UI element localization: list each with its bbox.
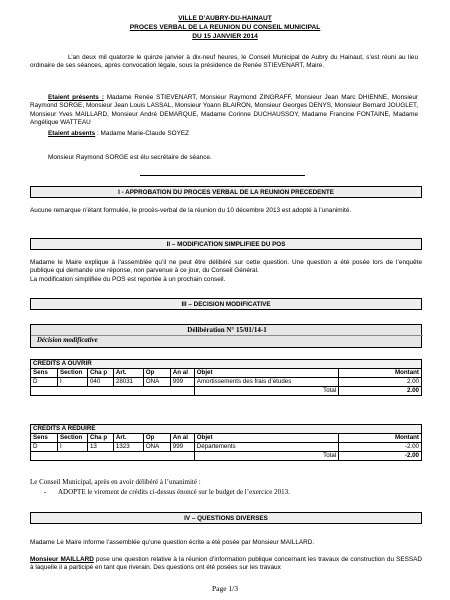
absent-label: Etaient absents <box>48 130 96 137</box>
document-date: DU 15 JANVIER 2014 <box>192 33 258 40</box>
cell-section: I <box>57 378 87 387</box>
section-4-header: IV – QUESTIONS DIVERSES <box>30 512 422 524</box>
total-spacer <box>31 387 195 396</box>
absent-paragraph <box>48 130 418 138</box>
col-sens: Sens <box>31 434 58 443</box>
secretary-line: Monsieur Raymond SORGE est élu secrétaire de séance. <box>48 154 212 161</box>
section-1-header: I - APPROBATION DU PROCES VERBAL DE LA REUNION PRECEDENTE <box>30 186 422 198</box>
total-row <box>31 452 422 461</box>
cell-chap: 040 <box>87 378 113 387</box>
col-op: Op <box>143 434 170 443</box>
questioner-name: Monsieur MAILLARD <box>30 556 94 563</box>
total-value: -2.00 <box>339 452 422 461</box>
deliberation-number: Délibération N° 15/01/14-1 <box>187 326 267 334</box>
col-chap: Cha p <box>87 434 113 443</box>
cell-art: 1323 <box>113 443 143 452</box>
col-objet: Objet <box>194 434 339 443</box>
col-anal: An al <box>170 434 194 443</box>
cell-objet: Amortissements des frais d’études <box>194 378 339 387</box>
decision-text: ADOPTE le virement de crédits ci-dessus énoncé sur le budget de l’exercice 2013. <box>58 488 290 496</box>
section-2-text: Madame le Maire explique à l’assemblée qu’il ne peut être délibéré sur cette question. Une question a été posée lors de l’enquête publique qui demande une réponse, non parvenue à ce jour, du Conseil Général. <box>30 259 422 275</box>
city-name: VILLE D’AUBRY-DU-HAINAUT <box>178 15 272 22</box>
cell-op: ONA <box>143 378 170 387</box>
total-spacer <box>31 452 195 461</box>
table-header-row <box>31 434 422 443</box>
cell-anal: 999 <box>170 443 194 452</box>
section-2-header: II – MODIFICATION SIMPLIFIEE DU POS <box>30 238 422 250</box>
cell-montant: -2.00 <box>339 443 422 452</box>
col-chap: Cha p <box>87 369 113 378</box>
cell-section: I <box>57 443 87 452</box>
col-anal: An al <box>170 369 194 378</box>
present-list: Madame Renée STIEVENART, Monsieur Raymond ZINGRAFF, Monsieur Jean Marc DHIENNE, Monsieur Raymond SORGE, Monsieur Jean Louis LASSAL, Monsieur Yoann BLAIRON, Monsieur Georges DENYS, Monsieur Bernard JOUGLET, Monsieur Yves MAILLARD, Monsieur André DEMARQUE, Madame Corinne DUCHAUSSOY, Madame Francine FONTAINE, Madame Angélique WATTEAU <box>30 94 419 126</box>
credits-ouvrir-table <box>30 359 422 396</box>
col-sens: Sens <box>31 369 58 378</box>
page-number: Page 1/3 <box>211 584 239 593</box>
col-section: Section <box>57 434 87 443</box>
section-4-text: Madame Le Maire informe l’assemblée qu’une question écrite a été posée par Monsieur MAILLARD. <box>30 539 315 546</box>
deliberation-title: Décision modificative <box>37 337 98 344</box>
section-1-text: Aucune remarque n’étant formulée, le procès-verbal de la réunion du 10 décembre 2013 est adopté à l’unanimité. <box>30 207 352 214</box>
cell-montant: 2.00 <box>339 378 422 387</box>
document-title: PROCES VERBAL DE LA REUNION DU CONSEIL MUNICIPAL <box>129 24 321 31</box>
present-label: Etaient présents : <box>48 94 104 101</box>
cell-op: ONA <box>143 443 170 452</box>
cell-art: 28031 <box>113 378 143 387</box>
table-row <box>31 443 422 452</box>
col-montant: Montant <box>339 434 422 443</box>
total-label: Total <box>194 452 339 461</box>
credits-reduire-caption: CREDITS A REDUIRE <box>31 425 422 434</box>
decision-intro: Le Conseil Municipal, après en avoir délibéré à l’unanimité : <box>30 478 201 486</box>
section-4-question <box>30 556 422 573</box>
section-3-header: III – DECISION MODIFICATIVE <box>30 298 422 310</box>
deliberation-box <box>30 324 422 348</box>
cell-anal: 999 <box>170 378 194 387</box>
cell-chap: 13 <box>87 443 113 452</box>
table-row <box>31 378 422 387</box>
absent-list: : Madame Marie-Claude SOYEZ <box>95 130 189 137</box>
cell-objet: Départements <box>194 443 339 452</box>
section-2-text-2: La modification simplifiée du POS est reportée à un prochain conseil. <box>30 276 226 283</box>
deliberation-divider <box>31 335 423 336</box>
question-text: pose une question relative à la réunion d’information publique concernant les travaux de construction du SESSAD à laquelle il a participé en tant que riverain. Des questions ont été posées sur les travaux <box>30 556 422 572</box>
credits-reduire-table <box>30 424 422 461</box>
col-montant: Montant <box>339 369 422 378</box>
cell-sens: D <box>31 378 58 387</box>
credits-ouvrir-caption: CREDITS A OUVRIR <box>31 360 422 369</box>
col-op: Op <box>143 369 170 378</box>
total-label: Total <box>194 387 339 396</box>
total-row <box>31 387 422 396</box>
intro-paragraph: L’an deux mil quatorze le quinze janvier à dix-neuf heures, le Conseil Municipal de Aubry du Hainaut, s’est réuni au lieu ordinaire de ses séances, après convocation légale, sous la présidence de Renée STIEVENART, Maire. <box>30 54 418 70</box>
decision-bullet: - <box>44 488 47 496</box>
col-art: Art. <box>113 369 143 378</box>
col-section: Section <box>57 369 87 378</box>
cell-sens: D <box>31 443 58 452</box>
table-header-row <box>31 369 422 378</box>
present-paragraph <box>30 94 418 127</box>
separator-line <box>140 175 305 176</box>
col-art: Art. <box>113 434 143 443</box>
total-value: 2.00 <box>339 387 422 396</box>
col-objet: Objet <box>194 369 339 378</box>
